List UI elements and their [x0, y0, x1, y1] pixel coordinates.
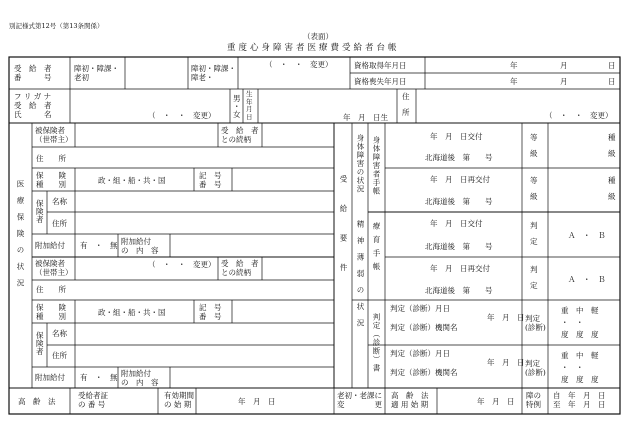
disability-booklet-label: 身体障害者手帳: [372, 136, 381, 196]
grade-value-label: 種 級: [608, 176, 616, 201]
valid-period-start-label: 有効期間 の 始 期: [164, 391, 194, 409]
hokkaido-number: 北海道後 第 号: [425, 197, 493, 206]
category-options-1: 障初・障課・ 老初: [74, 64, 119, 82]
furigana-name-label: フ リ ガ ナ 受 給 者 氏 名: [14, 92, 52, 119]
recipient-number-label: 受 給 者 番 号: [14, 64, 52, 82]
valid-start-date: 年 月 日: [238, 397, 276, 406]
birth-date-label: 生 年 月 日: [246, 90, 253, 121]
ab-options: Ａ ・ Ｂ: [568, 231, 606, 240]
insurer-address-label: 住所: [52, 219, 67, 228]
issued-date: 年 月 日交付: [430, 132, 483, 141]
symbol-number-label: 記 号 番 号: [199, 171, 222, 189]
requirements-section-label: 受給要件: [339, 175, 348, 293]
grade-label: 等 級: [530, 176, 538, 201]
from-to-dates: 自 年 月 日 至 年 月 日: [553, 391, 606, 409]
insurance-type-options: 政・組・船・共・国: [98, 308, 166, 317]
additional-benefit-label: 附加給付: [35, 373, 65, 382]
category-options-2: 障初・障課・ 障老・: [191, 64, 236, 82]
grade-value-label: 種 級: [608, 133, 616, 158]
sex-label: 男 ・ 女: [233, 94, 241, 119]
month-label: 月: [560, 77, 568, 86]
judgement-document-label: 判定（診断）書: [372, 313, 381, 373]
month-day-label: 年 月 日: [487, 358, 525, 367]
special-case-label: 障の 特例: [526, 391, 541, 409]
judgement-date-label: 判定（診断）月日: [390, 349, 450, 358]
judgement-label: 判 定: [530, 265, 538, 290]
day-label: 日: [608, 61, 616, 70]
form-number: 別記様式第12号（第13条関係）: [9, 22, 104, 30]
medical-insurance-section-label: 医療保険の状況: [16, 180, 25, 296]
insured-label: 被保険者 （世帯主）: [35, 259, 73, 277]
page-title: 重度心身障害者医療費受給者台帳: [227, 43, 400, 53]
rehab-booklet-label: 療育手帳: [372, 222, 381, 276]
insurance-type-label: 保 険 種 別: [36, 171, 66, 189]
name-change-date: （ ・ ・ 変更）: [148, 111, 216, 120]
elderly-law-label: 高 齢 法: [18, 397, 56, 406]
address-label: 住 所: [36, 154, 66, 163]
additional-benefit-options: 有 ・ 無: [80, 373, 118, 382]
qualification-lost-label: 資格喪失年月日: [354, 77, 407, 86]
judgement-label: 判 定: [530, 221, 538, 246]
relationship-label: 受 給 者 との続柄: [221, 259, 259, 277]
insured-label: 被保険者 （世帯主）: [35, 126, 73, 144]
mental-disability-label: 精神薄弱の状況: [356, 220, 365, 336]
judgement-org-label: 判定（診断）機関名: [390, 368, 458, 377]
insurance-type-options: 政・組・船・共・国: [98, 176, 166, 185]
reissued-date: 年 月 日再交付: [430, 264, 490, 273]
change-date-1: （ ・ ・ 変更）: [265, 60, 333, 69]
ab-options: Ａ ・ Ｂ: [568, 275, 606, 284]
insurer-name-label: 名称: [52, 329, 67, 338]
elderly-change-label: 老初・老課に 変 更: [337, 391, 382, 409]
insured-change-date: （ ・ ・ 変更）: [148, 260, 216, 269]
relationship-label: 受 給 者 との続柄: [221, 126, 259, 144]
reissued-date: 年 月 日再交付: [430, 175, 490, 184]
degree-options: 重 中 軽 ・ ・ 度 度 度: [561, 306, 599, 339]
day-label: 日: [608, 77, 616, 86]
grade-label: 等 級: [530, 133, 538, 158]
insurance-type-label: 保 険 種 別: [36, 303, 66, 321]
side-label: （表面）: [303, 32, 333, 41]
judgement-short-label: 判定 (診断): [525, 314, 546, 332]
additional-benefit-options: 有 ・ 無: [80, 241, 118, 250]
insurer-name-label: 名称: [52, 197, 67, 206]
apply-start-label: 高 齢 法 適 用 始 期: [391, 391, 429, 409]
insurer-address-label: 住所: [52, 351, 67, 360]
judgement-date-label: 判定（診断）月日: [390, 304, 450, 313]
qualification-acquired-label: 資格取得年月日: [354, 61, 407, 70]
address-label: 住 所: [402, 92, 410, 117]
hokkaido-number: 北海道後 第 号: [425, 286, 493, 295]
judgement-short-label: 判定 (診断): [525, 359, 546, 377]
month-day-label: 年 月 日: [487, 313, 525, 322]
symbol-number-label: 記 号 番 号: [199, 303, 222, 321]
issued-date: 年 月 日交付: [430, 219, 483, 228]
month-label: 月: [560, 61, 568, 70]
year-label: 年: [510, 61, 518, 70]
certificate-number-label: 受給者証 の 番 号: [78, 391, 108, 409]
hokkaido-number: 北海道後 第 号: [425, 153, 493, 162]
additional-benefit-content-label: 附加給付 の 内 容: [121, 237, 159, 255]
additional-benefit-content-label: 附加給付 の 内 容: [121, 369, 159, 387]
hokkaido-number: 北海道後 第 号: [425, 242, 493, 251]
address-label: 住 所: [36, 285, 66, 294]
address-change-date: （ ・ ・ 変更）: [545, 111, 613, 120]
insurer-label: 保 険 者: [36, 199, 44, 224]
apply-start-date: 年 月 日: [477, 397, 515, 406]
judgement-org-label: 判定（診断）機関名: [390, 323, 458, 332]
year-label: 年: [510, 77, 518, 86]
birth-date-value: 年 月 日生: [343, 113, 388, 122]
physical-disability-label: 身体障害の状況: [356, 134, 365, 194]
additional-benefit-label: 附加給付: [35, 241, 65, 250]
degree-options: 重 中 軽 ・ ・ 度 度 度: [561, 351, 599, 384]
insurer-label: 保 険 者: [36, 331, 44, 356]
